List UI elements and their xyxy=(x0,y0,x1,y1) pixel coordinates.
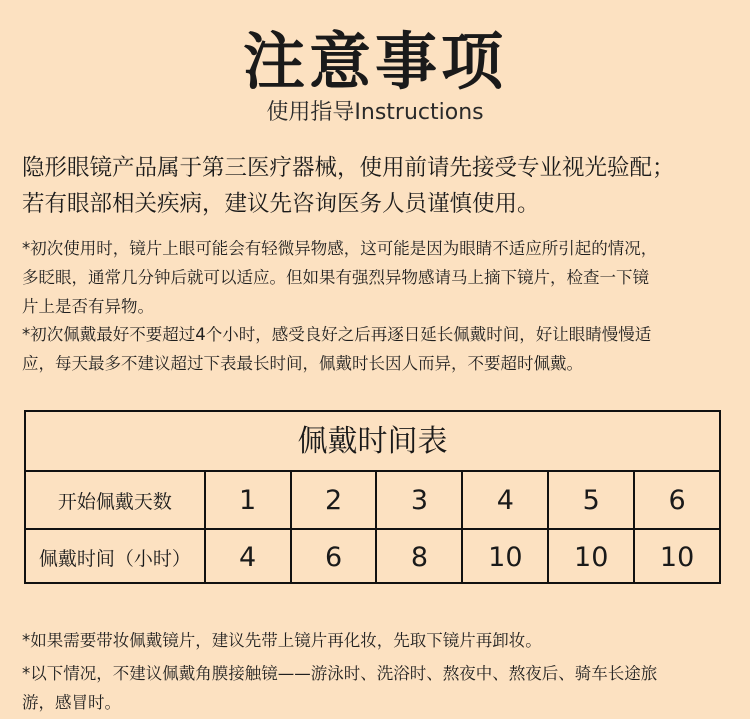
table-row-days xyxy=(26,472,719,528)
note-wear-duration xyxy=(22,320,734,378)
note-line: 应，每天最多不建议超过下表最长时间，佩戴时长因人而异，不要超时佩戴。 xyxy=(22,354,583,373)
day-cell: 4 xyxy=(461,472,547,528)
note-makeup xyxy=(22,626,734,655)
note-first-use xyxy=(22,234,734,321)
day-cell: 2 xyxy=(290,472,376,528)
hours-cell: 10 xyxy=(633,530,719,584)
note-line: *初次佩戴最好不要超过4个小时，感受良好之后再逐日延长佩戴时间，好让眼睛慢慢适 xyxy=(22,325,652,344)
wear-schedule-table xyxy=(24,410,721,584)
hours-cell: 10 xyxy=(547,530,633,584)
hours-cell: 10 xyxy=(461,530,547,584)
note-line: 游，感冒时。 xyxy=(22,693,121,712)
row-label-days: 开始佩戴天数 xyxy=(57,490,172,513)
note-line: *初次使用时，镜片上眼可能会有轻微异物感，这可能是因为眼睛不适应所引起的情况， xyxy=(22,239,658,258)
note-avoid-situations xyxy=(22,659,734,717)
day-cell: 1 xyxy=(204,472,290,528)
intro-line: 若有眼部相关疾病，建议先咨询医务人员谨慎使用。 xyxy=(22,191,540,217)
day-cell: 6 xyxy=(633,472,719,528)
note-line: *以下情况，不建议佩戴角膜接触镜——游泳时、洗浴时、熬夜中、熬夜后、骑车长途旅 xyxy=(22,664,658,683)
note-line: 多眨眼，通常几分钟后就可以适应。但如果有强烈异物感请马上摘下镜片，检查一下镜 xyxy=(22,268,649,287)
page-subtitle: 使用指导Instructions xyxy=(266,100,484,125)
intro-text xyxy=(22,150,742,222)
note-line: *如果需要带妆佩戴镜片，建议先带上镜片再化妆，先取下镜片再卸妆。 xyxy=(22,631,542,650)
day-cell: 3 xyxy=(375,472,461,528)
table-row-hours xyxy=(26,528,719,584)
row-label-hours: 佩戴时间（小时） xyxy=(38,547,191,570)
table-title: 佩戴时间表 xyxy=(26,412,719,472)
hours-cell: 4 xyxy=(204,530,290,584)
page-title: 注意事项 xyxy=(242,25,507,98)
hours-cell: 6 xyxy=(290,530,376,584)
intro-line: 隐形眼镜产品属于第三医疗器械，使用前请先接受专业视光验配； xyxy=(22,155,675,181)
hours-cell: 8 xyxy=(375,530,461,584)
day-cell: 5 xyxy=(547,472,633,528)
note-line: 片上是否有异物。 xyxy=(22,297,154,316)
